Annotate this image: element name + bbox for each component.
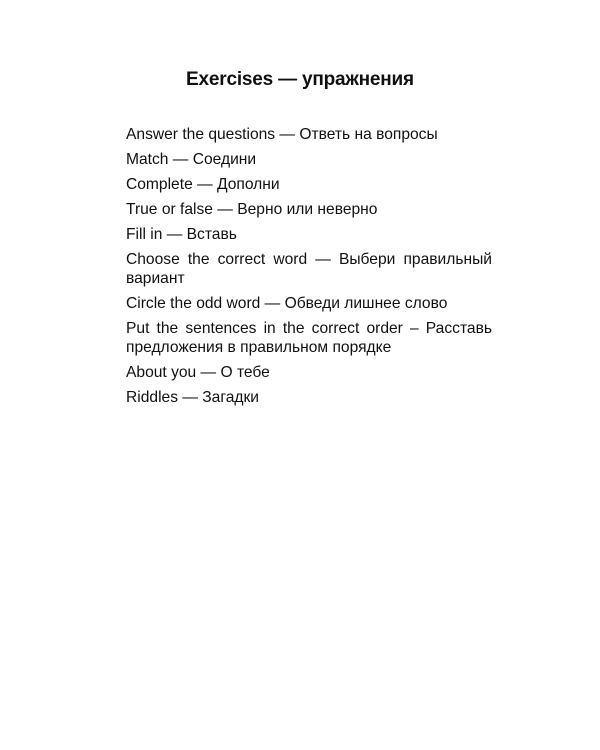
list-item-fill-in: Fill in — Вставь bbox=[126, 226, 237, 243]
list-item-choose-correct-word: Choose the correct word — Выбери правильный вариант bbox=[126, 251, 492, 287]
exercise-list bbox=[126, 125, 492, 413]
list-item-answer-questions: Answer the questions — Ответь на вопросы bbox=[126, 126, 438, 143]
list-item-true-or-false: True or false — Верно или неверно bbox=[126, 201, 378, 218]
page-title: Exercises — упражнения bbox=[186, 69, 414, 90]
list-item-about-you: About you — О тебе bbox=[126, 364, 270, 381]
list-item-complete: Complete — Дополни bbox=[126, 176, 280, 193]
list-item-match: Match — Соедини bbox=[126, 151, 257, 168]
list-item-riddles: Riddles — Загадки bbox=[126, 389, 260, 406]
list-item-put-sentences-order: Put the sentences in the correct order – Расставь предложения в правильном порядке bbox=[126, 320, 492, 356]
list-item-circle-odd-word: Circle the odd word — Обведи лишнее слово bbox=[126, 295, 448, 312]
